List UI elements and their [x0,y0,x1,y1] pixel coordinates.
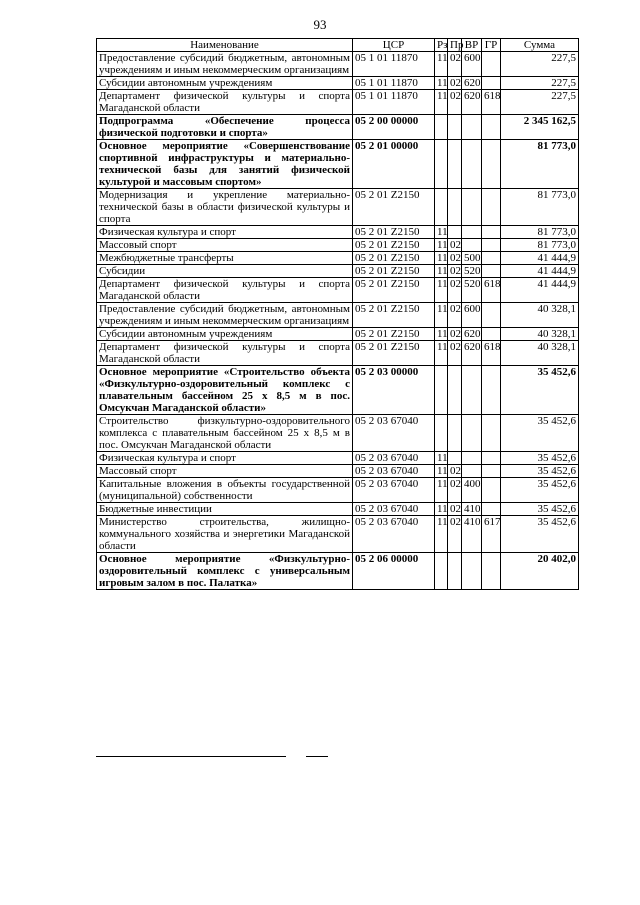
cell-sum: 81 773,0 [501,140,579,189]
cell-pr: 02 [448,265,462,278]
cell-rz [435,115,448,140]
cell-vr [462,239,482,252]
cell-name: Массовый спорт [97,239,353,252]
cell-sum: 81 773,0 [501,226,579,239]
header-gr: ГР [482,39,501,52]
cell-rz: 11 [435,303,448,328]
cell-vr: 620 [462,77,482,90]
cell-name: Строительство физкультурно-оздоровительного комплекса с плавательным бассейном 25 х 8,5 м в пос. Омсукчан Магаданской области [97,415,353,452]
cell-pr [448,140,462,189]
cell-sum: 41 444,9 [501,278,579,303]
header-sum: Сумма [501,39,579,52]
table-row [97,465,579,478]
cell-vr [462,553,482,590]
cell-rz: 11 [435,328,448,341]
cell-name: Министерство строительства, жилищно-коммунального хозяйства и энергетики Магаданской области [97,516,353,553]
table-row [97,52,579,77]
cell-gr [482,303,501,328]
cell-rz: 11 [435,516,448,553]
header-csr: ЦСР [353,39,435,52]
cell-gr [482,189,501,226]
cell-vr: 600 [462,303,482,328]
cell-gr [482,415,501,452]
cell-name: Предоставление субсидий бюджетным, автономным учреждениям и иным некоммерческим организациям [97,303,353,328]
cell-gr [482,239,501,252]
cell-name: Субсидии автономным учреждениям [97,328,353,341]
cell-pr: 02 [448,278,462,303]
cell-vr [462,366,482,415]
cell-name: Физическая культура и спорт [97,452,353,465]
cell-pr [448,452,462,465]
cell-csr: 05 2 01 00000 [353,140,435,189]
cell-pr: 02 [448,77,462,90]
cell-pr: 02 [448,465,462,478]
cell-sum: 35 452,6 [501,415,579,452]
cell-rz: 11 [435,341,448,366]
cell-pr: 02 [448,478,462,503]
cell-sum: 40 328,1 [501,341,579,366]
cell-sum: 81 773,0 [501,239,579,252]
table-row [97,252,579,265]
cell-pr [448,415,462,452]
cell-sum: 35 452,6 [501,452,579,465]
cell-csr: 05 1 01 11870 [353,77,435,90]
cell-csr: 05 2 00 00000 [353,115,435,140]
table-row [97,366,579,415]
cell-sum: 227,5 [501,52,579,77]
table-row [97,189,579,226]
cell-csr: 05 2 01 Z2150 [353,239,435,252]
page-number: 93 [313,17,327,32]
cell-pr [448,553,462,590]
cell-sum: 40 328,1 [501,328,579,341]
cell-rz [435,415,448,452]
cell-rz: 11 [435,265,448,278]
table-row [97,415,579,452]
cell-sum: 20 402,0 [501,553,579,590]
cell-pr: 02 [448,252,462,265]
cell-gr [482,366,501,415]
cell-rz [435,140,448,189]
cell-gr: 617 [482,516,501,553]
cell-rz [435,366,448,415]
cell-gr [482,265,501,278]
cell-rz: 11 [435,52,448,77]
cell-sum: 35 452,6 [501,478,579,503]
cell-csr: 05 2 01 Z2150 [353,189,435,226]
cell-gr [482,115,501,140]
cell-vr: 400 [462,478,482,503]
cell-pr: 02 [448,52,462,77]
cell-sum: 81 773,0 [501,189,579,226]
cell-gr: 618 [482,341,501,366]
cell-pr [448,226,462,239]
cell-sum: 35 452,6 [501,465,579,478]
cell-name: Субсидии [97,265,353,278]
cell-gr: 618 [482,90,501,115]
table-row [97,503,579,516]
cell-vr: 620 [462,341,482,366]
table-row [97,115,579,140]
cell-csr: 05 2 01 Z2150 [353,265,435,278]
cell-pr [448,115,462,140]
cell-csr: 05 2 06 00000 [353,553,435,590]
cell-vr: 620 [462,328,482,341]
cell-sum: 41 444,9 [501,265,579,278]
cell-vr [462,452,482,465]
cell-rz: 11 [435,452,448,465]
cell-pr: 02 [448,503,462,516]
cell-csr: 05 2 01 Z2150 [353,341,435,366]
cell-rz: 11 [435,239,448,252]
cell-pr [448,189,462,226]
cell-csr: 05 2 01 Z2150 [353,328,435,341]
cell-pr [448,366,462,415]
cell-name: Межбюджетные трансферты [97,252,353,265]
cell-gr [482,478,501,503]
cell-name: Капитальные вложения в объекты государственной (муниципальной) собственности [97,478,353,503]
cell-pr: 02 [448,239,462,252]
cell-gr [482,328,501,341]
table-row [97,278,579,303]
cell-name: Субсидии автономным учреждениям [97,77,353,90]
cell-csr: 05 2 03 67040 [353,503,435,516]
cell-csr: 05 2 01 Z2150 [353,252,435,265]
header-vr: ВР [462,39,482,52]
cell-vr: 500 [462,252,482,265]
cell-gr [482,77,501,90]
cell-vr [462,140,482,189]
cell-gr [482,503,501,516]
cell-name: Бюджетные инвестиции [97,503,353,516]
cell-name: Предоставление субсидий бюджетным, автономным учреждениям и иным некоммерческим организациям [97,52,353,77]
cell-name: Департамент физической культуры и спорта Магаданской области [97,90,353,115]
table-row [97,328,579,341]
cell-name: Физическая культура и спорт [97,226,353,239]
table-row [97,478,579,503]
cell-sum: 35 452,6 [501,516,579,553]
cell-gr [482,140,501,189]
cell-csr: 05 2 03 00000 [353,366,435,415]
header-rz: Рз [435,39,448,52]
cell-name: Подпрограмма «Обеспечение процесса физической подготовки и спорта» [97,115,353,140]
table-row [97,265,579,278]
cell-rz: 11 [435,478,448,503]
cell-gr [482,226,501,239]
cell-csr: 05 2 03 67040 [353,465,435,478]
cell-sum: 41 444,9 [501,252,579,265]
cell-vr [462,189,482,226]
cell-name: Модернизация и укрепление материально-технической базы в области физической культуры и спорта [97,189,353,226]
footer-rule-short [306,756,328,757]
cell-name: Департамент физической культуры и спорта Магаданской области [97,341,353,366]
cell-gr [482,553,501,590]
cell-rz [435,189,448,226]
table-row [97,452,579,465]
cell-pr: 02 [448,516,462,553]
table-row [97,553,579,590]
cell-csr: 05 2 03 67040 [353,516,435,553]
table-row [97,303,579,328]
cell-csr: 05 1 01 11870 [353,52,435,77]
header-name: Наименование [97,39,353,52]
cell-name: Основное мероприятие «Совершенствование спортивной инфраструктуры и материально-технической базы для занятий физической культурой и массовым спортом» [97,140,353,189]
table-row [97,226,579,239]
cell-pr: 02 [448,341,462,366]
header-pr: Пр [448,39,462,52]
cell-vr: 600 [462,52,482,77]
cell-rz: 11 [435,465,448,478]
table-header-row [97,39,579,52]
cell-sum: 227,5 [501,90,579,115]
cell-csr: 05 1 01 11870 [353,90,435,115]
cell-vr [462,226,482,239]
table-row [97,140,579,189]
cell-csr: 05 2 03 67040 [353,478,435,503]
cell-csr: 05 2 01 Z2150 [353,226,435,239]
cell-rz: 11 [435,90,448,115]
table-row [97,341,579,366]
cell-sum: 35 452,6 [501,366,579,415]
cell-gr: 618 [482,278,501,303]
cell-sum: 227,5 [501,77,579,90]
cell-rz: 11 [435,278,448,303]
cell-csr: 05 2 03 67040 [353,452,435,465]
cell-gr [482,452,501,465]
table-row [97,90,579,115]
cell-sum: 40 328,1 [501,303,579,328]
cell-gr [482,252,501,265]
cell-rz: 11 [435,252,448,265]
cell-rz: 11 [435,503,448,516]
cell-csr: 05 2 01 Z2150 [353,278,435,303]
cell-csr: 05 2 03 67040 [353,415,435,452]
cell-sum: 35 452,6 [501,503,579,516]
cell-name: Основное мероприятие «Физкультурно-оздоровительный комплекс с универсальным игровым залом в пос. Палатка» [97,553,353,590]
cell-sum: 2 345 162,5 [501,115,579,140]
table-row [97,77,579,90]
cell-vr: 520 [462,278,482,303]
cell-rz [435,553,448,590]
cell-vr [462,115,482,140]
cell-gr [482,465,501,478]
cell-pr: 02 [448,90,462,115]
cell-vr: 620 [462,90,482,115]
budget-table [96,38,579,590]
cell-pr: 02 [448,303,462,328]
table-row [97,239,579,252]
cell-vr: 410 [462,516,482,553]
cell-rz: 11 [435,77,448,90]
cell-name: Основное мероприятие «Строительство объекта «Физкультурно-оздоровительный комплекс с плавательным бассейном 25 х 8,5 м в пос. Омсукчан Магаданской области» [97,366,353,415]
cell-vr [462,415,482,452]
cell-name: Департамент физической культуры и спорта Магаданской области [97,278,353,303]
table-row [97,516,579,553]
cell-vr: 520 [462,265,482,278]
cell-pr: 02 [448,328,462,341]
cell-vr [462,465,482,478]
cell-vr: 410 [462,503,482,516]
cell-csr: 05 2 01 Z2150 [353,303,435,328]
cell-rz: 11 [435,226,448,239]
footer-rule [96,756,286,757]
cell-gr [482,52,501,77]
cell-name: Массовый спорт [97,465,353,478]
